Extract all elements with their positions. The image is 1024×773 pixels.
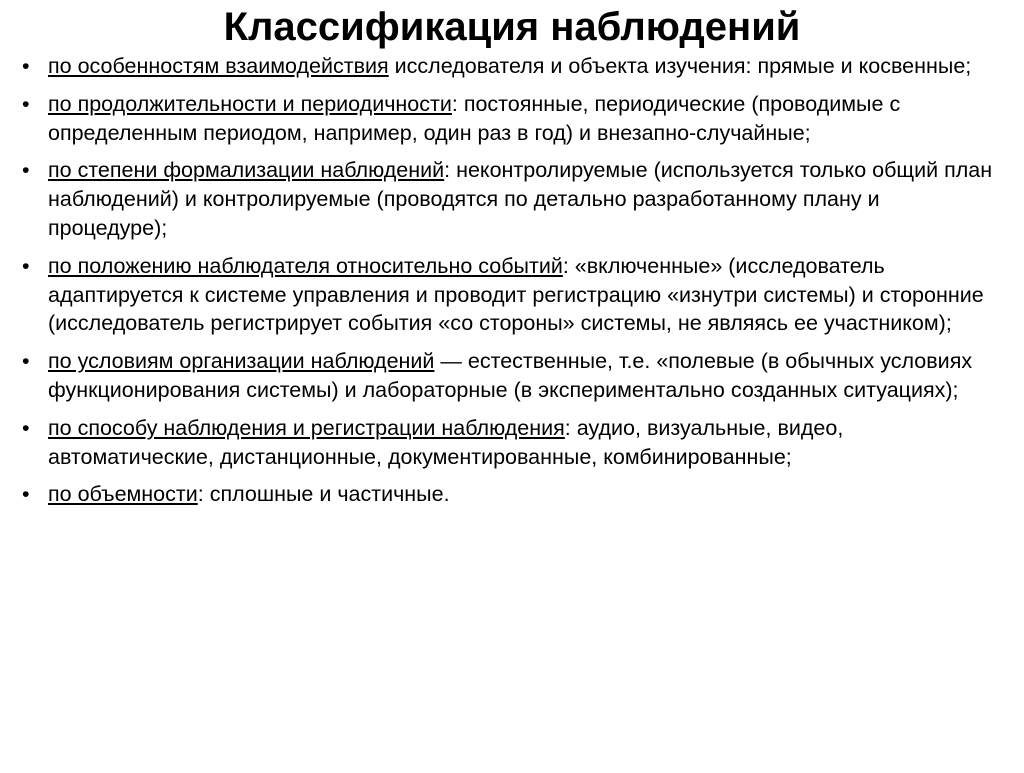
list-item-lead: по положению наблюдателя относительно событий [48,253,563,278]
classification-bullet-list [0,52,1024,509]
list-item-text: : «включенные» (исследователь адаптируется к системе управления и проводит регистрацию «изнутри системы) и сторонние (исследователь регистрирует события «со стороны» системы, не являясь ее участником); [48,253,984,336]
list-item-text: — естественные, т.е. «полевые (в обычных условиях функционирования системы) и лабораторные (в экспериментально созданных ситуациях); [48,349,973,402]
list-item [10,347,996,405]
list-item-text: : сплошные и частичные. [197,482,450,507]
bullet-icon: • [22,91,30,116]
list-item-text: исследователя и объекта изучения: прямые и косвенные; [388,54,972,78]
list-item-lead: по степени формализации наблюдений [48,158,445,183]
list-item [10,52,996,81]
list-item-lead: по способу наблюдения и регистрации наблюдения [48,415,565,440]
list-item-lead: по условиям организации наблюдений [48,349,435,374]
list-item-text: : постоянные, периодические (проводимые с определенным периодом, например, один раз в год) и внезапно-случайные; [48,91,901,145]
list-item-lead: по особенностям взаимодействия [48,54,389,78]
slide [0,6,1024,773]
bullet-icon: • [22,482,30,507]
bullet-icon: • [22,54,30,78]
bullet-icon: • [22,349,30,374]
list-item [10,90,996,148]
list-item-text: : аудио, визуальные, видео, автоматические, дистанционные, документированные, комбинированные; [48,415,844,469]
list-item-lead: по объемности [48,482,198,507]
bullet-icon: • [22,158,30,183]
list-item [10,156,996,242]
bullet-icon: • [22,415,30,440]
list-item-lead: по продолжительности и периодичности [48,91,452,116]
list-item [10,252,996,338]
page-title: Классификация наблюдений [223,5,801,49]
list-item [10,414,996,472]
bullet-icon: • [22,253,30,278]
list-item-text: : неконтролируемые (используется только общий план наблюдений) и контролируемые (проводятся по детально разработанному плану и процедуре); [48,158,993,240]
list-item [10,480,996,509]
